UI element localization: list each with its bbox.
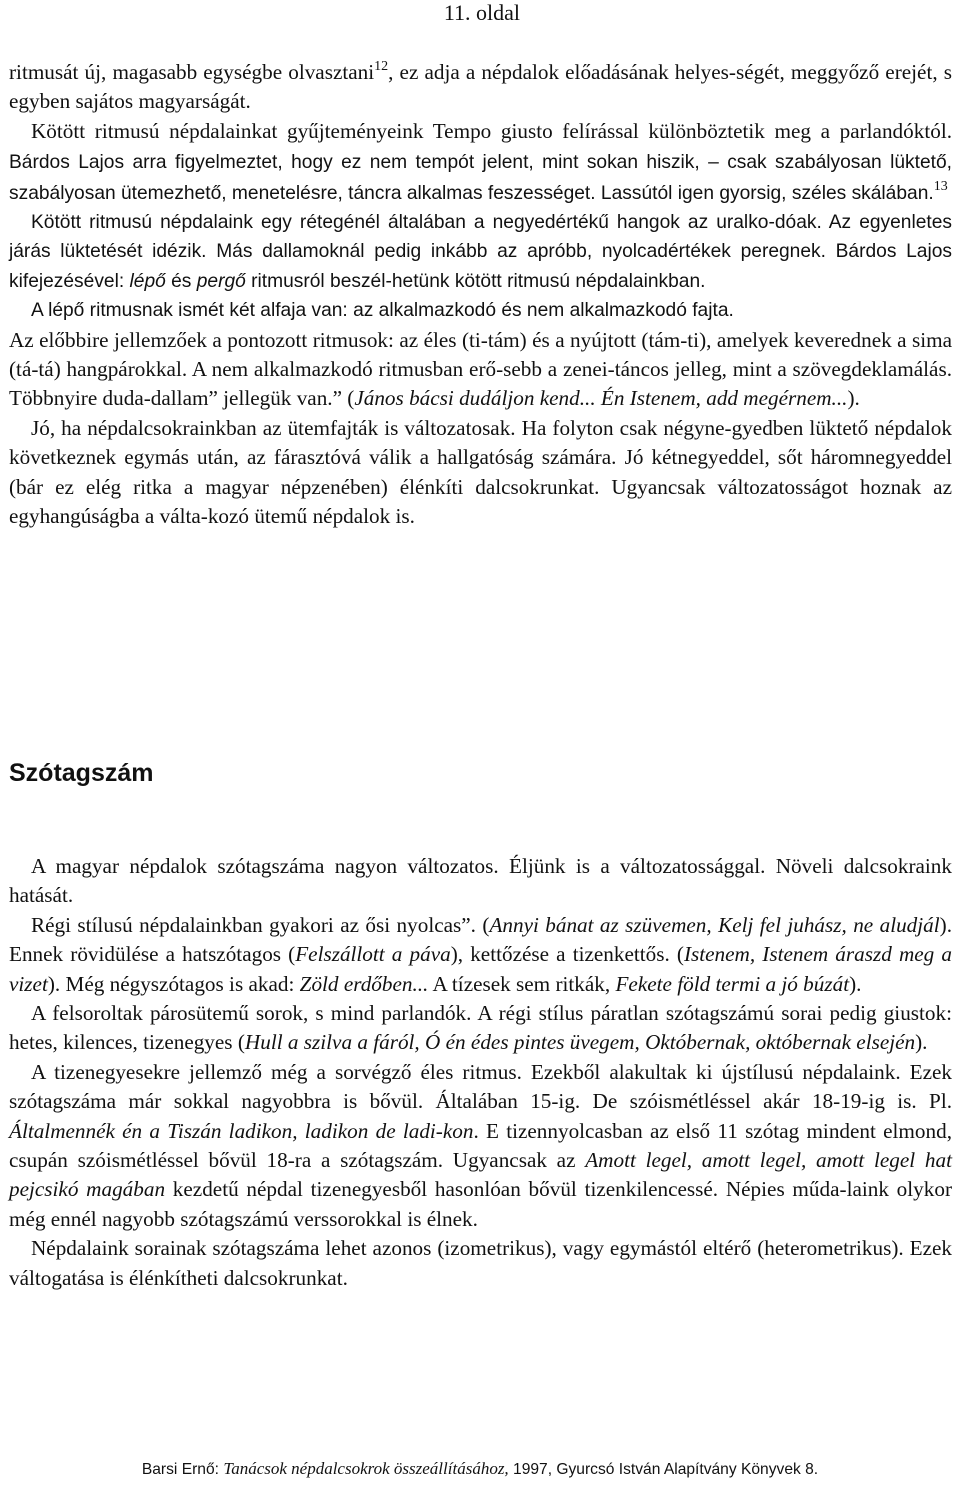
footer-author: Barsi Ernő: (141, 1461, 224, 1478)
paragraph-text: ). (847, 386, 860, 411)
paragraph (9, 414, 952, 532)
paragraph-text: A magyar népdalok szótagszáma nagyon változatos. Éljünk is a változatossággal. Növeli dalcsokraink hatását. (9, 854, 952, 908)
italic-term: pergő (196, 270, 246, 292)
footer-title: Tanácsok népdalcsokrok összeállításához, (223, 1459, 509, 1478)
paragraph-text: ), kettőzése a tizenkettős. ( (450, 942, 684, 967)
italic-song-title: Annyi bánat az szüvemen, Kelj fel juhász, ne aludjál (489, 912, 940, 937)
page-number: 11. oldal (443, 0, 520, 25)
body-text-bottom (9, 852, 952, 1293)
paragraph-text: Népdalaink sorainak szótagszáma lehet azonos (izometrikus), vagy egymástól eltérő (heterometrikus). Ezek váltogatása is élénkítheti dalcsokrunkat. (9, 1236, 952, 1290)
footnote-ref: 12 (374, 59, 389, 74)
paragraph (9, 999, 952, 1058)
italic-song-title: Felszállott a páva (295, 942, 451, 967)
italic-song-titles: János bácsi dudáljon kend... Én Istenem, add megérnem... (354, 386, 848, 411)
italic-song-title: Hull a szilva a fáról, Ó én édes pintes üvegem, Októbernak, októbernak elsején (244, 1030, 916, 1055)
footnote-ref: 13 (933, 178, 948, 194)
paragraph-text: kezdetű népdal tizenegyesből hasonlóan bővül tizenkilencessé. Népies műda-laink olykor még ennél nagyobb szótagszámú verssorokkal is élnek. (9, 1177, 952, 1231)
paragraph (9, 296, 952, 325)
italic-song-title: Amott legel, amott legel, amott legel hat pejcsikó magában (9, 1148, 952, 1202)
paragraph-text: Jó, ha népdalcsokrainkban az ütemfajták is változatosak. Ha folyton csak négyne-gyedben lüktető népdalok következnek egymás után, az fárasztóvá válik a hallgatóság számára. Jó kétnegyeddel, sőt háromnegyeddel (bár ez elég ritka a magyar népzenében) élénkíti dalcsokrunkat. Ugyancsak változatosságot hoznak az egyhangúságba a válta-kozó ütemű népdalok is. (9, 415, 952, 529)
paragraph-text: ritmusát új, magasabb egységbe olvasztani (9, 60, 375, 84)
italic-song-title: Fekete föld termi a jó búzát (615, 971, 850, 996)
paragraph-text: Kötött ritmusú népdalaink egy rétegénél általában a negyedértékű hangok az uralko-dóak. Az egyenletes járás lüktetését idézik. Más dallamoknál pedig inkább az apróbb, nyolcadértékek peregnek. Bárdos Lajos kifejezésével: (9, 212, 952, 292)
italic-song-title: Általmennék én a Tiszán ladikon, ladikon de ladi-kon (9, 1118, 474, 1143)
paragraph-text: , ez adja a népdalok előadásának helyes-ségét, meggyőző erejét, s egyben sajátos magyarságát. (9, 60, 952, 114)
paragraph (9, 326, 952, 414)
paragraph-text: ritmusról beszél-hetünk kötött ritmusú népdalainkban. (245, 270, 706, 292)
italic-term: lépő (129, 270, 166, 292)
paragraph (9, 1234, 952, 1293)
italic-song-title: Istenem, Istenem áraszd meg a vizet (9, 942, 952, 996)
paragraph-text: Bárdos Lajos arra figyelmeztet, hogy ez nem tempót jelent, mint sokan hiszik, – csak szabályosan lüktető, szabályosan ütemezhető, menetelésre, táncra alkalmas feszességet. Lassútól igen gyorsig, széles skálában. (9, 152, 952, 204)
paragraph-text: A felsoroltak párosütemű sorok, s mind parlandók. A régi stílus páratlan szótagszámú sorai pedig giustok: hetes, kilences, tizenegyes ( (9, 1001, 952, 1055)
paragraph (9, 117, 952, 208)
paragraph-text: . E tizennyolcasban az első 11 szótag mindent elmond, csupán szóismétléssel bővül 18-ra a szótagszám. Ugyancsak az (9, 1118, 952, 1173)
paragraph-text: ). (915, 1030, 928, 1055)
paragraph-text: ). (849, 971, 862, 996)
footer-publication: 1997, Gyurcsó István Alapítvány Könyvek 8. (508, 1461, 819, 1478)
paragraph (9, 208, 952, 296)
paragraph-text: A lépő ritmusnak ismét két alfaja van: az alkalmazkodó és nem alkalmazkodó fajta. (31, 300, 734, 322)
paragraph (9, 1058, 952, 1234)
paragraph-text: és (165, 270, 197, 292)
paragraph (9, 58, 952, 117)
paragraph-text: ). Ennek rövidülése a hatszótagos ( (9, 912, 953, 967)
paragraph (9, 852, 952, 911)
paragraph-text: Az előbbire jellemzőek a pontozott ritmusok: az éles (ti-tám) és a nyújtott (tám-ti), amelyek keverednek a sima (tá-tá) hangpárokkal. A nem alkalmazkodó ritmusban erő-sebb a zenei-táncos jelleg, mint a szövegdeklamálás. Többnyire duda-dallam” jellegük van.” ( (9, 327, 952, 411)
paragraph-text: Kötött ritmusú népdalainkat gyűjteményeink Tempo giusto felírással különböztetik meg a parlandóktól. (31, 118, 952, 143)
paragraph-text: A tizenegyesekre jellemző még a sorvégző éles ritmus. Ezekből alakultak ki újstílusú népdalaink. Ezek szótagszáma már sokkal nagyobbra is bővül. Általában 15-ig. De szóismétléssel akár 18-19-ig is. Pl. (9, 1059, 952, 1114)
section-heading: Szótagszám (9, 759, 154, 787)
paragraph-text: A tízesek sem ritkák, (428, 971, 616, 996)
paragraph-text: ). Még négyszótagos is akad: (47, 971, 300, 996)
italic-song-title: Zöld erdőben... (299, 971, 429, 996)
paragraph (9, 911, 952, 999)
body-text-top (9, 58, 952, 532)
paragraph-text: Régi stílusú népdalainkban gyakori az ősi nyolcas”. ( (31, 912, 490, 937)
footer-citation (0, 1458, 960, 1481)
